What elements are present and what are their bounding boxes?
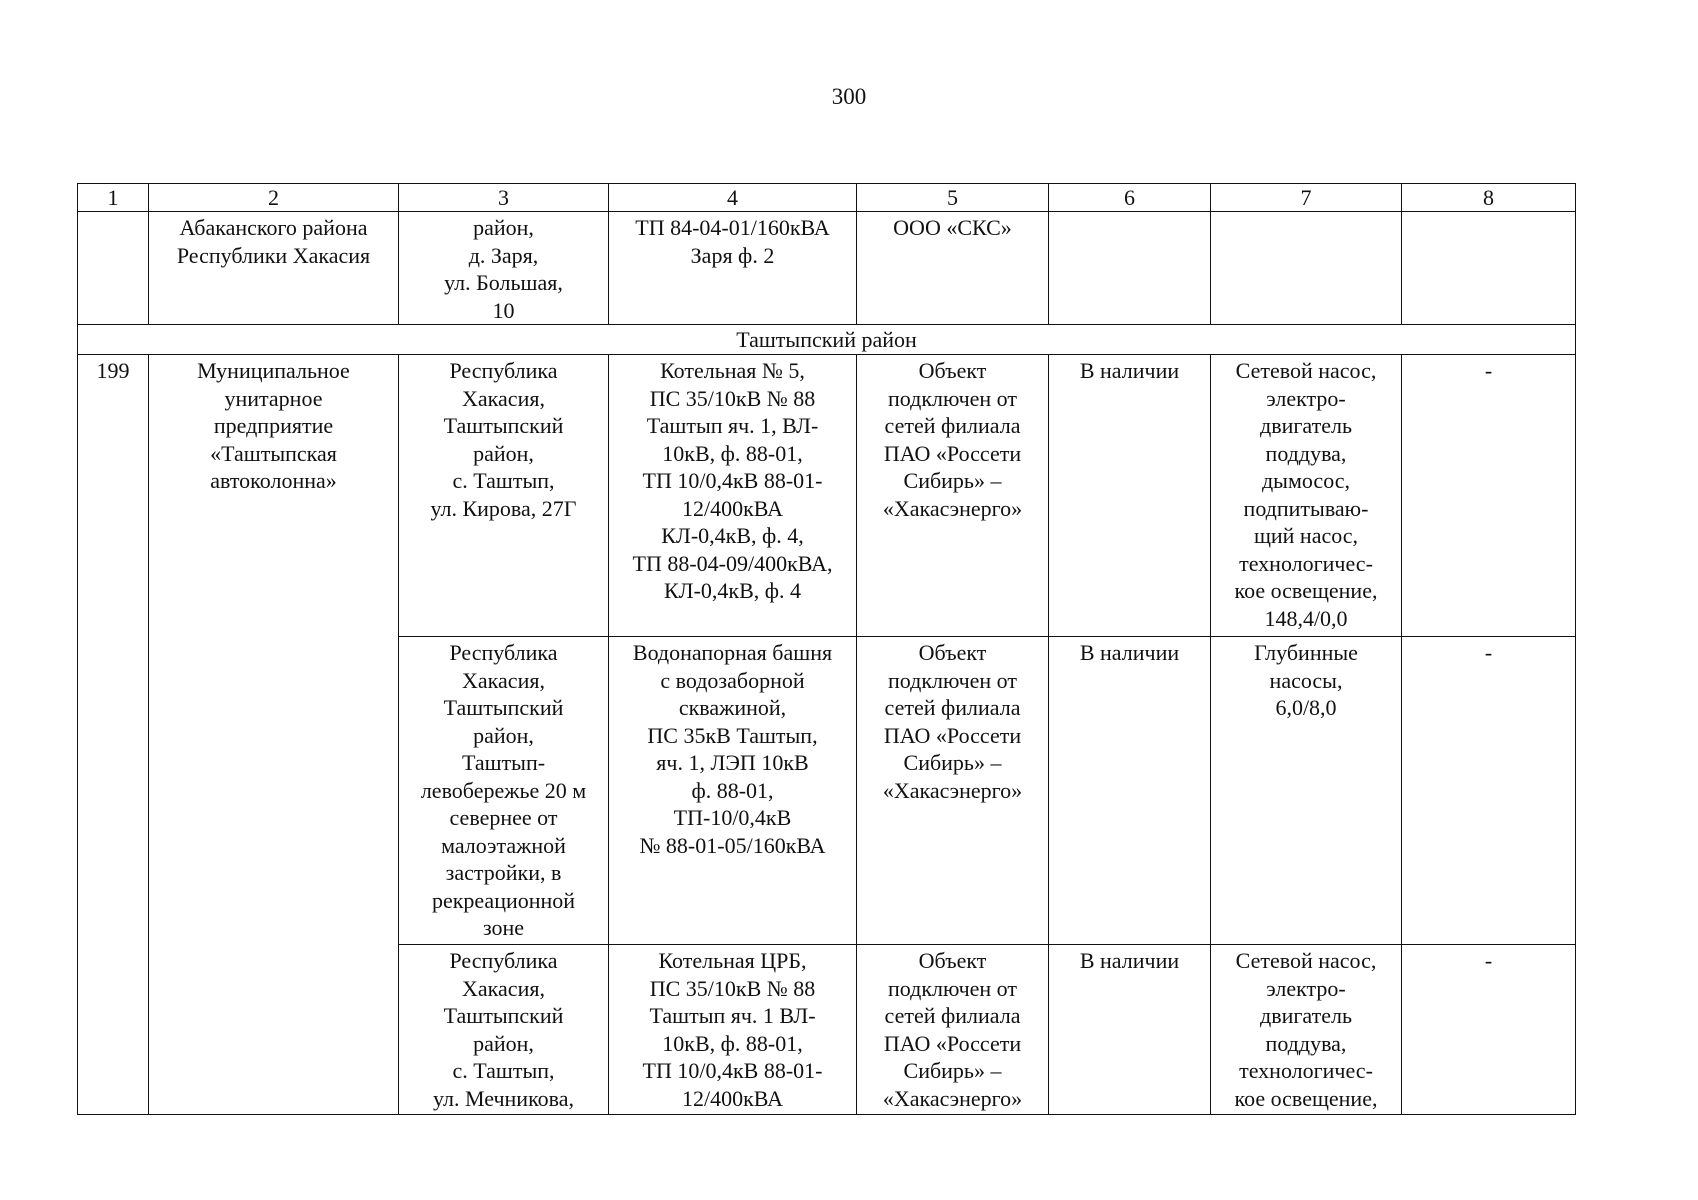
text-line: зоне: [482, 915, 525, 940]
text-line: подключен от: [887, 385, 1018, 411]
text-line: район,: [473, 215, 534, 240]
text-line: ф. 88-01,: [691, 777, 774, 803]
cell-connection: [609, 355, 857, 637]
text-line: электро-: [1266, 385, 1346, 411]
text-line: 148,4/0,0: [1264, 605, 1348, 631]
cell-col8: -: [1402, 355, 1576, 637]
text-line: КЛ-0,4кВ, ф. 4,: [661, 523, 804, 548]
cell-equipment: [1211, 355, 1402, 637]
text-line: Республика: [449, 948, 558, 973]
text-line: Сибирь» –: [903, 468, 1002, 493]
text-line: ПС 35/10кВ № 88: [649, 385, 816, 411]
text-line: 10кВ, ф. 88-01,: [662, 1030, 803, 1056]
column-number: 5: [857, 184, 1049, 212]
column-number: 4: [609, 184, 857, 212]
text-line: Республики Хакасия: [176, 242, 371, 268]
cell-availability: [1049, 212, 1211, 325]
entry-number: 199: [78, 355, 149, 1115]
text-line: ПАО «Россети: [883, 440, 1022, 466]
text-line: Таштып яч. 1, ВЛ-: [646, 413, 819, 438]
text-line: 12/400кВА: [682, 495, 783, 521]
text-line: подключен от: [887, 975, 1018, 1001]
text-line: Котельная ЦРБ,: [658, 948, 807, 973]
cell-status: [857, 637, 1049, 945]
column-number-row: [78, 184, 1576, 212]
text-line: щий насос,: [1253, 523, 1359, 548]
text-line: застройки, в: [445, 860, 562, 885]
cell-availability: В наличии: [1049, 355, 1211, 637]
cell-address: [399, 355, 609, 637]
text-line: ПАО «Россети: [883, 1030, 1022, 1056]
text-line: с. Таштып,: [452, 468, 555, 493]
text-line: «Хакасэнерго»: [882, 495, 1023, 521]
text-line: ул. Большая,: [444, 270, 563, 295]
text-line: скважиной,: [678, 695, 787, 720]
text-line: Республика: [449, 640, 558, 665]
text-line: двигатель: [1260, 1003, 1352, 1028]
text-line: поддува,: [1265, 440, 1347, 466]
text-line: подключен от: [887, 667, 1018, 693]
text-line: Таштып-: [461, 750, 546, 775]
text-line: Хакасия,: [462, 385, 545, 411]
column-number: 1: [78, 184, 149, 212]
cell-status: [857, 212, 1049, 325]
text-line: Глубинные: [1254, 640, 1358, 665]
text-line: ООО «СКС»: [893, 215, 1012, 240]
text-line: технологичес-: [1239, 1058, 1373, 1083]
text-line: с водозаборной: [660, 667, 805, 693]
text-line: Таштыпский: [443, 413, 564, 438]
text-line: 12/400кВА: [682, 1085, 783, 1111]
text-line: Республика: [449, 358, 558, 383]
text-line: район,: [473, 722, 534, 748]
text-line: левобережье 20 м: [420, 777, 587, 803]
cell-col8: -: [1402, 637, 1576, 945]
column-number: 7: [1211, 184, 1402, 212]
text-line: сетей филиала: [884, 1003, 1021, 1028]
text-line: поддува,: [1265, 1030, 1347, 1056]
text-line: унитарное: [224, 385, 323, 411]
cell-equipment: [1211, 945, 1402, 1115]
text-line: ТП-10/0,4кВ: [673, 805, 792, 830]
text-line: Таштыпский: [443, 1003, 564, 1028]
cell-organization: [149, 355, 399, 1115]
text-line: севернее от: [449, 805, 558, 830]
cell-status: [857, 945, 1049, 1115]
text-line: Сетевой насос,: [1235, 948, 1377, 973]
continuation-row: [78, 212, 1576, 325]
text-line: «Хакасэнерго»: [882, 777, 1023, 803]
text-line: 6,0/8,0: [1275, 695, 1337, 720]
text-line: насосы,: [1269, 667, 1343, 693]
cell-organization: [149, 212, 399, 325]
facilities-table: [77, 183, 1576, 1115]
text-line: Сетевой насос,: [1235, 358, 1377, 383]
cell-equipment: [1211, 637, 1402, 945]
text-line: ТП 88-04-09/400кВА,: [632, 550, 833, 576]
text-line: Сибирь» –: [903, 1058, 1002, 1083]
text-line: район,: [473, 440, 534, 466]
text-line: Объект: [918, 640, 987, 665]
section-row: [78, 325, 1576, 355]
text-line: Таштыпский: [443, 695, 564, 720]
text-line: ТП 10/0,4кВ 88-01-: [642, 1058, 823, 1083]
column-number: 2: [149, 184, 399, 212]
text-line: кое освещение,: [1234, 578, 1378, 603]
cell-status: [857, 355, 1049, 637]
text-line: двигатель: [1260, 413, 1352, 438]
text-line: район,: [473, 1030, 534, 1056]
text-line: с. Таштып,: [452, 1058, 555, 1083]
text-line: Таштып яч. 1 ВЛ-: [649, 1003, 816, 1028]
cell-connection: [609, 945, 857, 1115]
text-line: рекреационной: [431, 887, 576, 913]
text-line: № 88-01-05/160кВА: [639, 832, 826, 858]
text-line: подпитываю-: [1243, 495, 1369, 521]
text-line: малоэтажной: [441, 832, 566, 858]
text-line: ТП 10/0,4кВ 88-01-: [642, 468, 823, 493]
text-line: предприятие: [213, 413, 334, 438]
text-line: Хакасия,: [462, 667, 545, 693]
text-line: Заря ф. 2: [690, 242, 775, 268]
cell-availability: В наличии: [1049, 637, 1211, 945]
text-line: ул. Мечникова,: [432, 1085, 575, 1111]
cell-address: [399, 637, 609, 945]
column-number: 6: [1049, 184, 1211, 212]
text-line: ПАО «Россети: [883, 722, 1022, 748]
text-line: кое освещение,: [1234, 1085, 1378, 1111]
cell-col8: -: [1402, 945, 1576, 1115]
text-line: ПС 35кВ Таштып,: [647, 722, 818, 748]
cell-address: [399, 945, 609, 1115]
text-line: 10кВ, ф. 88-01,: [662, 440, 803, 466]
text-line: КЛ-0,4кВ, ф. 4: [663, 578, 802, 603]
text-line: сетей филиала: [884, 413, 1021, 438]
text-line: сетей филиала: [884, 695, 1021, 720]
cell-connection: [609, 637, 857, 945]
cell-number: [78, 212, 149, 325]
text-line: Водонапорная башня: [632, 640, 833, 665]
text-line: «Таштыпская: [210, 440, 337, 466]
text-line: Абаканского района: [179, 215, 368, 240]
table-row: [78, 355, 1576, 637]
text-line: ул. Кирова, 27Г: [430, 495, 577, 521]
cell-address: [399, 212, 609, 325]
text-line: технологичес-: [1239, 550, 1373, 576]
text-line: Котельная № 5,: [660, 358, 805, 383]
text-line: дымосос,: [1261, 468, 1351, 493]
text-line: ТП 84-04-01/160кВА: [635, 215, 830, 240]
column-number: 3: [399, 184, 609, 212]
cell-equipment: [1211, 212, 1402, 325]
text-line: электро-: [1266, 975, 1346, 1001]
section-title: Таштыпский район: [78, 325, 1576, 355]
column-number: 8: [1402, 184, 1576, 212]
text-line: Объект: [918, 358, 987, 383]
text-line: 10: [492, 297, 515, 323]
text-line: д. Заря,: [468, 242, 539, 268]
text-line: автоколонна»: [210, 468, 337, 493]
text-line: ПС 35/10кВ № 88: [649, 975, 816, 1001]
text-line: Хакасия,: [462, 975, 545, 1001]
cell-col8: [1402, 212, 1576, 325]
text-line: Муниципальное: [197, 358, 350, 383]
page-number: 300: [831, 84, 867, 109]
text-line: Объект: [918, 948, 987, 973]
text-line: Сибирь» –: [903, 750, 1002, 775]
cell-availability: В наличии: [1049, 945, 1211, 1115]
text-line: «Хакасэнерго»: [882, 1085, 1023, 1111]
text-line: яч. 1, ЛЭП 10кВ: [656, 750, 809, 775]
cell-connection: [609, 212, 857, 325]
